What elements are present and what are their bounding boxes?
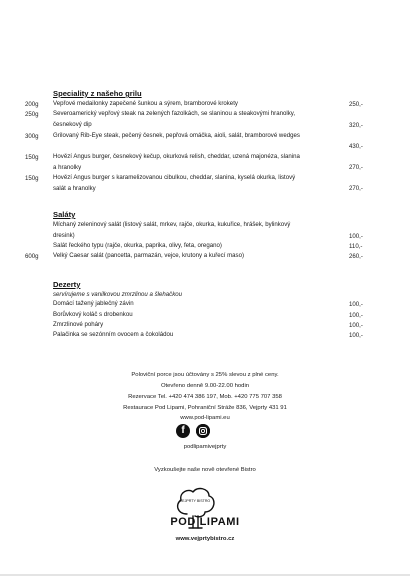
item-weight: 150g [25,175,39,182]
item-description: Grilovaný Rib-Eye steak, pečený česnek, pepřová omáčka, aioli, salát, bramborové wedges [53,132,300,139]
item-description: Hovězí Angus burger, česnekový kečup, okurková relish, cheddar, uzená majonéza, slanina a hranolky [53,153,300,171]
item-price: 250,- [349,101,363,108]
section-title: Saláty [53,210,76,219]
item-weight: 250g [25,111,39,118]
item-weight: 150g [25,154,39,161]
page-divider [0,574,410,576]
item-description: Palačinka se sezónním ovocem a čokoládou [53,331,174,338]
section-title: Speciality z našeho grilu [53,89,142,98]
logo-name: POD LIPAMI [170,516,240,528]
opening-hours: Otevřeno denně 9.00-22.00 hodin [160,383,250,389]
item-weight: 600g [25,253,39,260]
reservation-phones: Rezervace Tel. +420 474 386 197, Mob. +420 775 707 358 [128,394,282,400]
item-price: 110,- [349,243,363,250]
item-price: 270,- [349,185,363,192]
item-description: Domácí tažený jablečný závin [53,300,134,307]
item-price: 100,- [349,312,363,319]
item-price: 100,- [349,233,363,240]
item-price: 100,- [349,332,363,339]
bistro-promo: Vyzkoušejte naše nově otevřené Bistro [154,467,256,473]
item-price: 430,- [349,143,363,150]
section-title: Dezerty [53,280,81,289]
logo-ring-text: VEJPRTY BISTRO [179,499,211,503]
instagram-icon[interactable] [196,424,210,438]
item-price: 100,- [349,322,363,329]
instagram-glyph [196,424,210,438]
half-portion-note: Poloviční porce jsou účtovány s 25% slevou z plné ceny. [131,372,279,378]
item-description: Zmrzlinové poháry [53,321,104,328]
facebook-icon[interactable]: f [176,424,190,438]
item-description: Vepřové medailonky zapečené šunkou a sýrem, bramborové krokety [53,100,238,107]
section-note: servírujeme s vanilkovou zmrzlinou a šlehačkou [53,291,183,298]
item-price: 260,- [349,253,363,260]
item-description: Míchaný zeleninový salát (listový salát, mrkev, rajče, okurka, kukuřice, hrášek, bylinkový dresink) [53,221,291,239]
item-weight: 200g [25,101,39,108]
website-link[interactable]: www.pod-lipami.eu [180,415,230,421]
item-price: 270,- [349,164,363,171]
item-price: 100,- [349,301,363,308]
bistro-website[interactable]: www.vejprtybistro.cz [175,536,235,542]
item-weight: 300g [25,133,39,140]
item-description: Severoamerický vepřový steak na zelených fazolkách, se slaninou a steakovými hranolky, česnekový dip [53,110,296,128]
restaurant-address: Restaurace Pod Lipami, Pohraniční Stráže 836, Vejprty 431 91 [123,405,287,411]
item-description: Hovězí Angus burger s karamelizovanou cibulkou, cheddar, slanina, kyselá okurka, listový salát a hranolky [53,174,296,192]
item-description: Salát řeckého typu (rajče, okurka, paprika, olivy, feta, oregano) [53,242,222,249]
social-handle[interactable]: podlipamivejprty [183,444,227,450]
item-price: 320,- [349,122,363,129]
social-icons [176,424,216,438]
item-description: Borůvkový koláč s drobenkou [53,311,133,318]
item-description: Velký Caesar salát (pancetta, parmazán, vejce, krutony a kuřecí maso) [53,252,245,259]
